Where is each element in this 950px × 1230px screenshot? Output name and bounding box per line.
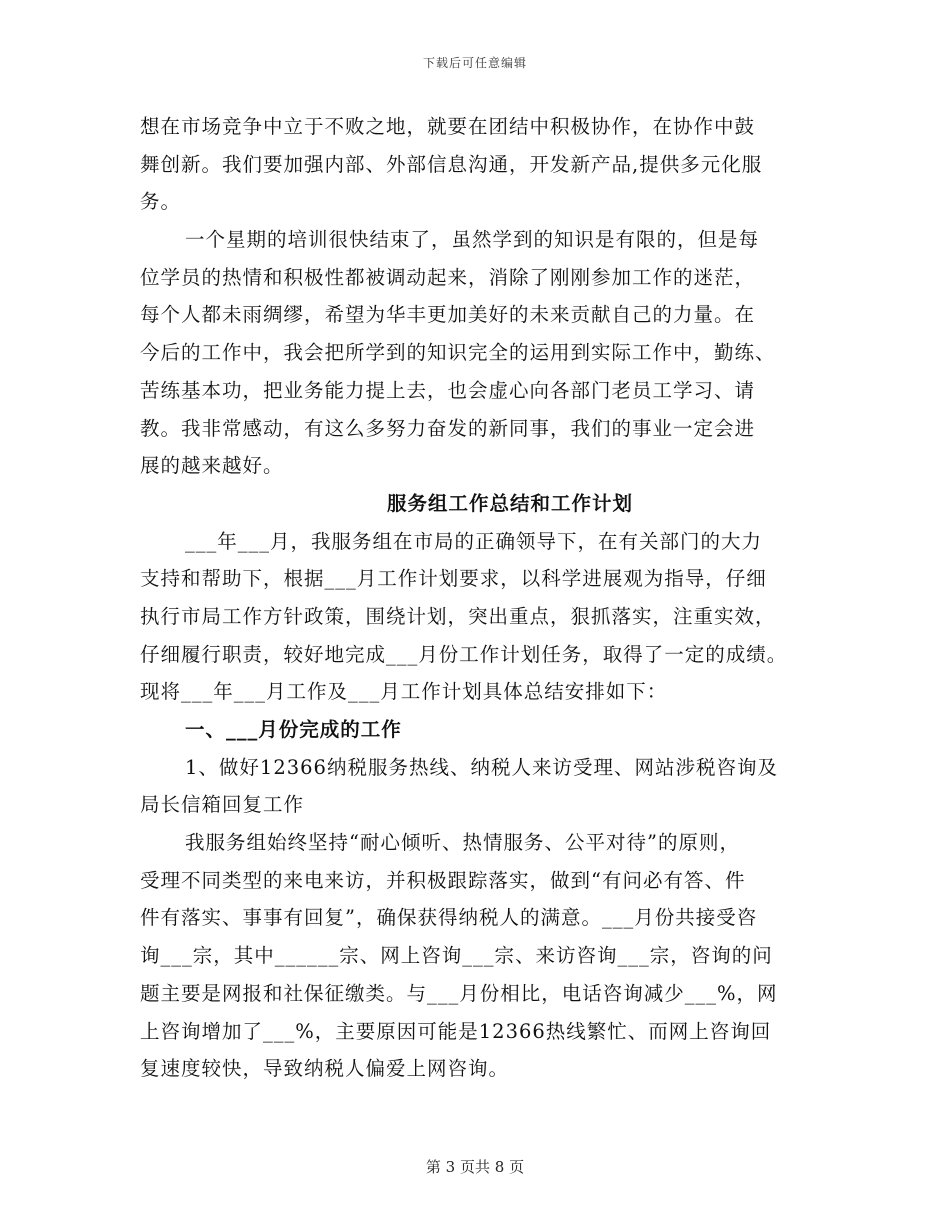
paragraph-line: 每个人都未雨绸缪，希望为华丰更加美好的未来贡献自己的力量。在 bbox=[140, 303, 756, 327]
paragraph-line: 1、做好12366纳税服务热线、纳税人来访受理、网站涉税咨询及 bbox=[185, 755, 778, 779]
paragraph-line: 支持和帮助下，根据___月工作计划要求，以科学进展观为指导，仔细 bbox=[140, 567, 767, 591]
header-note: 下载后可任意编辑 bbox=[422, 56, 527, 70]
paragraph-line: 上咨询增加了___%，主要原因可能是12366热线繁忙、而网上咨询回 bbox=[140, 1019, 772, 1043]
subsection-heading: 一、___月份完成的工作 bbox=[185, 718, 402, 741]
paragraph-line: 受理不同类型的来电来访，并积极跟踪落实，做到“有问必有答、件 bbox=[140, 868, 746, 892]
paragraph-line: 务。 bbox=[140, 190, 182, 214]
paragraph-line: 舞创新。我们要加强内部、外部信息沟通，开发新产品,提供多元化服 bbox=[140, 152, 763, 176]
paragraph-line: 今后的工作中，我会把所学到的知识完全的运用到实际工作中，勤练、 bbox=[140, 341, 776, 365]
page-number: 第 3 页共 8 页 bbox=[425, 1158, 525, 1176]
paragraph-line: 局长信箱回复工作 bbox=[140, 793, 305, 817]
paragraph-line: 复速度较快，导致纳税人偏爱上网咨询。 bbox=[140, 1057, 510, 1081]
paragraph-line: 仔细履行职责，较好地完成___月份工作计划任务，取得了一定的成绩。 bbox=[140, 642, 788, 666]
document-body bbox=[140, 108, 820, 1088]
paragraph-line: ___年___月，我服务组在市局的正确领导下，在有关部门的大力 bbox=[185, 529, 763, 553]
paragraph-line: 位学员的热情和积极性都被调动起来，消除了刚刚参加工作的迷茫， bbox=[140, 265, 756, 289]
paragraph-line: 我服务组始终坚持“耐心倾听、热情服务、公平对待”的原则， bbox=[185, 831, 740, 855]
paragraph-line: 件有落实、事事有回复”，确保获得纳税人的满意。___月份共接受咨 bbox=[140, 906, 758, 930]
paragraph-line: 想在市场竞争中立于不败之地，就要在团结中积极协作，在协作中鼓 bbox=[140, 115, 756, 138]
paragraph-line: 题主要是网报和社保征缴类。与___月份相比，电话咨询减少___%，网 bbox=[140, 981, 778, 1005]
paragraph-line: 教。我非常感动，有这么多努力奋发的新同事，我们的事业一定会进 bbox=[140, 416, 756, 440]
paragraph-line: 一个星期的培训很快结束了，虽然学到的知识是有限的，但是每 bbox=[185, 228, 760, 252]
paragraph-line: 现将___年___月工作及___月工作计划具体总结安排如下： bbox=[140, 680, 668, 704]
paragraph-line: 询___宗，其中______宗、网上咨询___宗、来访咨询___宗，咨询的问 bbox=[140, 944, 773, 968]
paragraph-line: 苦练基本功，把业务能力提上去，也会虚心向各部门老员工学习、请 bbox=[140, 378, 756, 402]
paragraph-line: 执行市局工作方针政策，围绕计划，突出重点，狠抓落实，注重实效， bbox=[140, 604, 776, 628]
section-title: 服务组工作总结和工作计划 bbox=[386, 491, 633, 515]
paragraph-line: 展的越来越好。 bbox=[140, 454, 284, 478]
